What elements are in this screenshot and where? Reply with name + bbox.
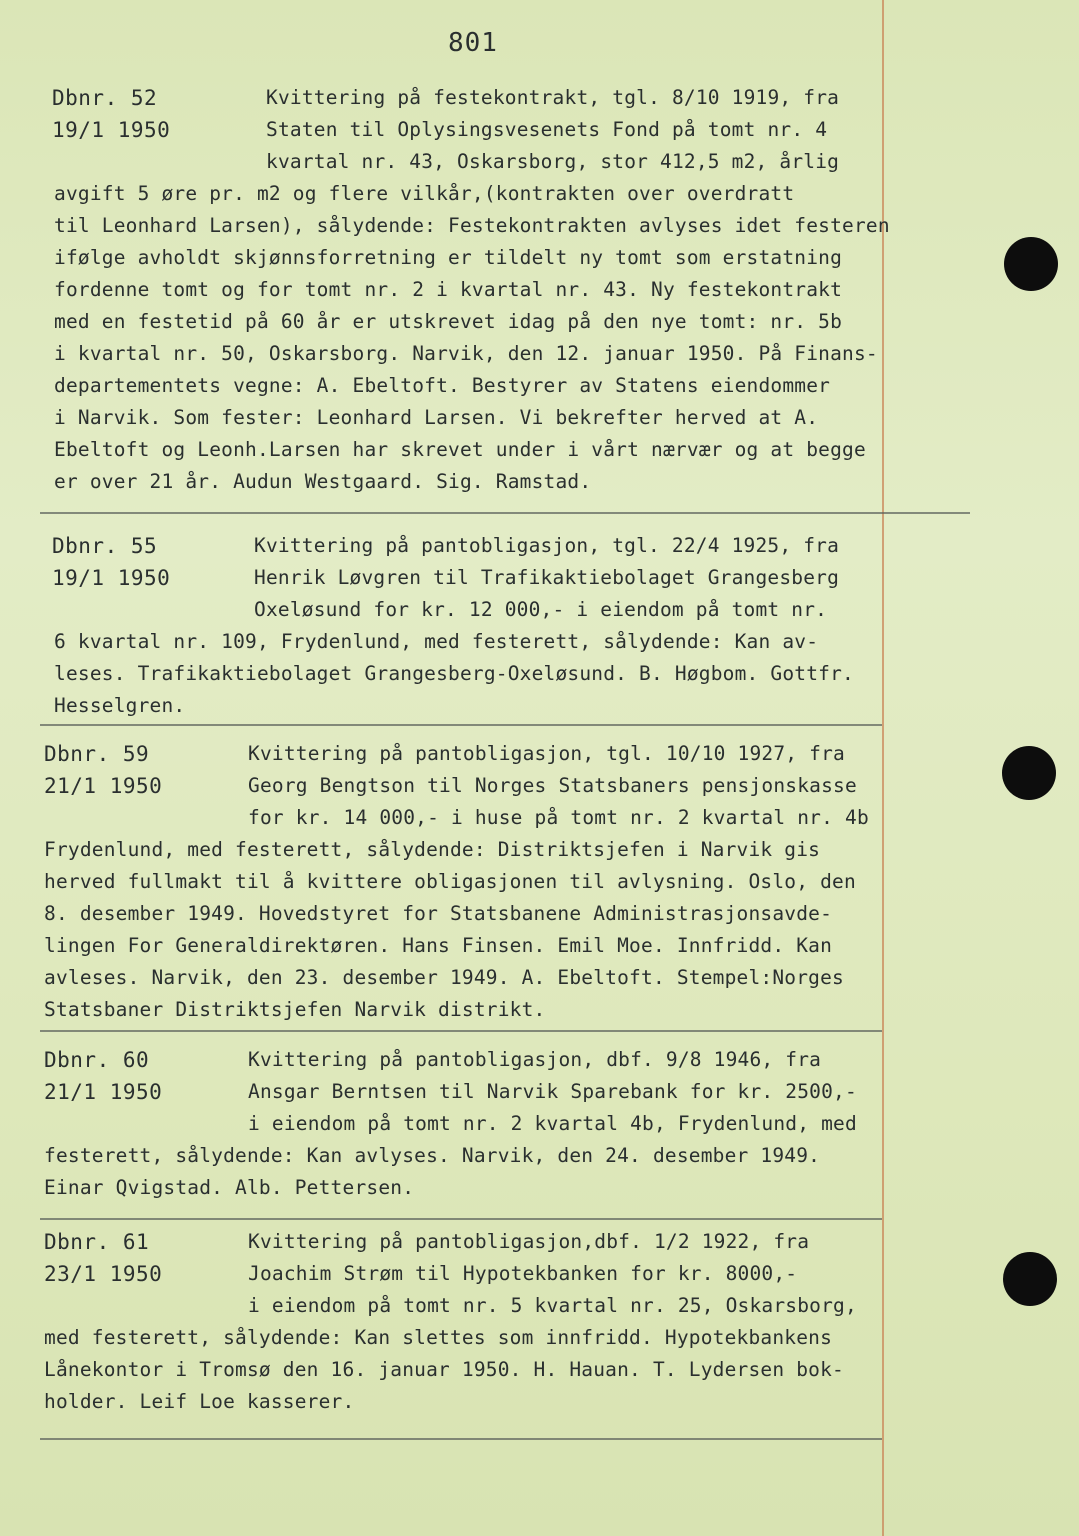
entry-line: Hesselgren. [54, 694, 186, 717]
entry-dbnr: Dbnr. 59 [44, 742, 150, 766]
entry-line: holder. Leif Loe kasserer. [44, 1390, 355, 1413]
entry-separator [40, 724, 882, 726]
entry-separator [40, 1030, 882, 1032]
entry-line: 6 kvartal nr. 109, Frydenlund, med festerett, sålydende: Kan av- [54, 630, 819, 653]
entry-line: herved fullmakt til å kvittere obligasjonen til avlysning. Oslo, den [44, 870, 856, 893]
entry-line: med festerett, sålydende: Kan slettes som innfridd. Hypotekbankens [44, 1326, 833, 1349]
entry-line: er over 21 år. Audun Westgaard. Sig. Ramstad. [54, 470, 592, 493]
entry-separator [40, 1438, 882, 1440]
punch-hole [1002, 746, 1056, 800]
entry-dbnr: Dbnr. 60 [44, 1048, 150, 1072]
entry-line: Statsbaner Distriktsjefen Narvik distrikt. [44, 998, 546, 1021]
punch-hole [1004, 237, 1058, 291]
page-number: 801 [448, 28, 498, 58]
entry-line: Kvittering på pantobligasjon, tgl. 10/10 1927, fra [248, 742, 845, 765]
entry-line: departementets vegne: A. Ebeltoft. Bestyrer av Statens eiendommer [54, 374, 831, 397]
entry-line: avleses. Narvik, den 23. desember 1949. A. Ebeltoft. Stempel:Norges [44, 966, 844, 989]
entry-date: 19/1 1950 [52, 566, 171, 590]
entry-line: Ebeltoft og Leonh.Larsen har skrevet under i vårt nærvær og at begge [54, 438, 866, 461]
entry-separator [40, 1218, 882, 1220]
entry-meta [44, 1044, 234, 1108]
entry-meta [44, 1226, 234, 1290]
entry-date: 19/1 1950 [52, 118, 171, 142]
entry-dbnr: Dbnr. 52 [52, 86, 158, 110]
entry-line: ifølge avholdt skjønnsforretning er tildelt ny tomt som erstatning [54, 246, 843, 269]
entry-line: leses. Trafikaktiebolaget Grangesberg-Oxeløsund. B. Høgbom. Gottfr. [54, 662, 854, 685]
entry-line: Georg Bengtson til Norges Statsbaners pensjonskasse [248, 774, 857, 797]
entry-separator [40, 512, 970, 514]
entry-line: Frydenlund, med festerett, sålydende: Distriktsjefen i Narvik gis [44, 838, 821, 861]
entry-line: Joachim Strøm til Hypotekbanken for kr. 8000,- [248, 1262, 798, 1285]
entry-meta [52, 82, 242, 146]
entry-line: festerett, sålydende: Kan avlyses. Narvik, den 24. desember 1949. [44, 1144, 821, 1167]
entry-line: avgift 5 øre pr. m2 og flere vilkår,(kontrakten over overdratt [54, 182, 795, 205]
entry-line: Kvittering på pantobligasjon, dbf. 9/8 1946, fra [248, 1048, 822, 1071]
entry-date: 23/1 1950 [44, 1262, 163, 1286]
entry-line: Henrik Løvgren til Trafikaktiebolaget Grangesberg [254, 566, 840, 589]
entry-line: i eiendom på tomt nr. 5 kvartal nr. 25, Oskarsborg, [248, 1294, 857, 1317]
entry-line: Ansgar Berntsen til Narvik Sparebank for kr. 2500,- [248, 1080, 857, 1103]
entry-line: i eiendom på tomt nr. 2 kvartal 4b, Frydenlund, med [248, 1112, 857, 1135]
entry-line: Lånekontor i Tromsø den 16. januar 1950. H. Hauan. T. Lydersen bok- [44, 1358, 844, 1381]
entry-line: kvartal nr. 43, Oskarsborg, stor 412,5 m2, årlig [266, 150, 840, 173]
entry-meta [52, 530, 242, 594]
entry-line: med en festetid på 60 år er utskrevet idag på den nye tomt: nr. 5b [54, 310, 843, 333]
entry-meta [44, 738, 234, 802]
entry-line: Kvittering på pantobligasjon, tgl. 22/4 1925, fra [254, 534, 840, 557]
entry-line: Kvittering på festekontrakt, tgl. 8/10 1919, fra [266, 86, 840, 109]
entry-line: lingen For Generaldirektøren. Hans Finsen. Emil Moe. Innfridd. Kan [44, 934, 833, 957]
entry-line: Oxeløsund for kr. 12 000,- i eiendom på tomt nr. [254, 598, 828, 621]
entry-date: 21/1 1950 [44, 774, 163, 798]
entry-dbnr: Dbnr. 55 [52, 534, 158, 558]
entry-line: fordenne tomt og for tomt nr. 2 i kvartal nr. 43. Ny festekontrakt [54, 278, 843, 301]
entry-line: Staten til Oplysingsvesenets Fond på tomt nr. 4 [266, 118, 828, 141]
entry-line: i Narvik. Som fester: Leonhard Larsen. Vi bekrefter herved at A. [54, 406, 819, 429]
entry-line: i kvartal nr. 50, Oskarsborg. Narvik, den 12. januar 1950. På Finans- [54, 342, 878, 365]
entry-date: 21/1 1950 [44, 1080, 163, 1104]
entry-dbnr: Dbnr. 61 [44, 1230, 150, 1254]
entry-line: Einar Qvigstad. Alb. Pettersen. [44, 1176, 415, 1199]
punch-hole [1003, 1252, 1057, 1306]
entry-line: til Leonhard Larsen), sålydende: Festekontrakten avlyses idet festeren [54, 214, 890, 237]
entry-line: 8. desember 1949. Hovedstyret for Statsbanene Administrasjonsavde- [44, 902, 833, 925]
entry-line: Kvittering på pantobligasjon,dbf. 1/2 1922, fra [248, 1230, 810, 1253]
entry-line: for kr. 14 000,- i huse på tomt nr. 2 kvartal nr. 4b [248, 806, 869, 829]
